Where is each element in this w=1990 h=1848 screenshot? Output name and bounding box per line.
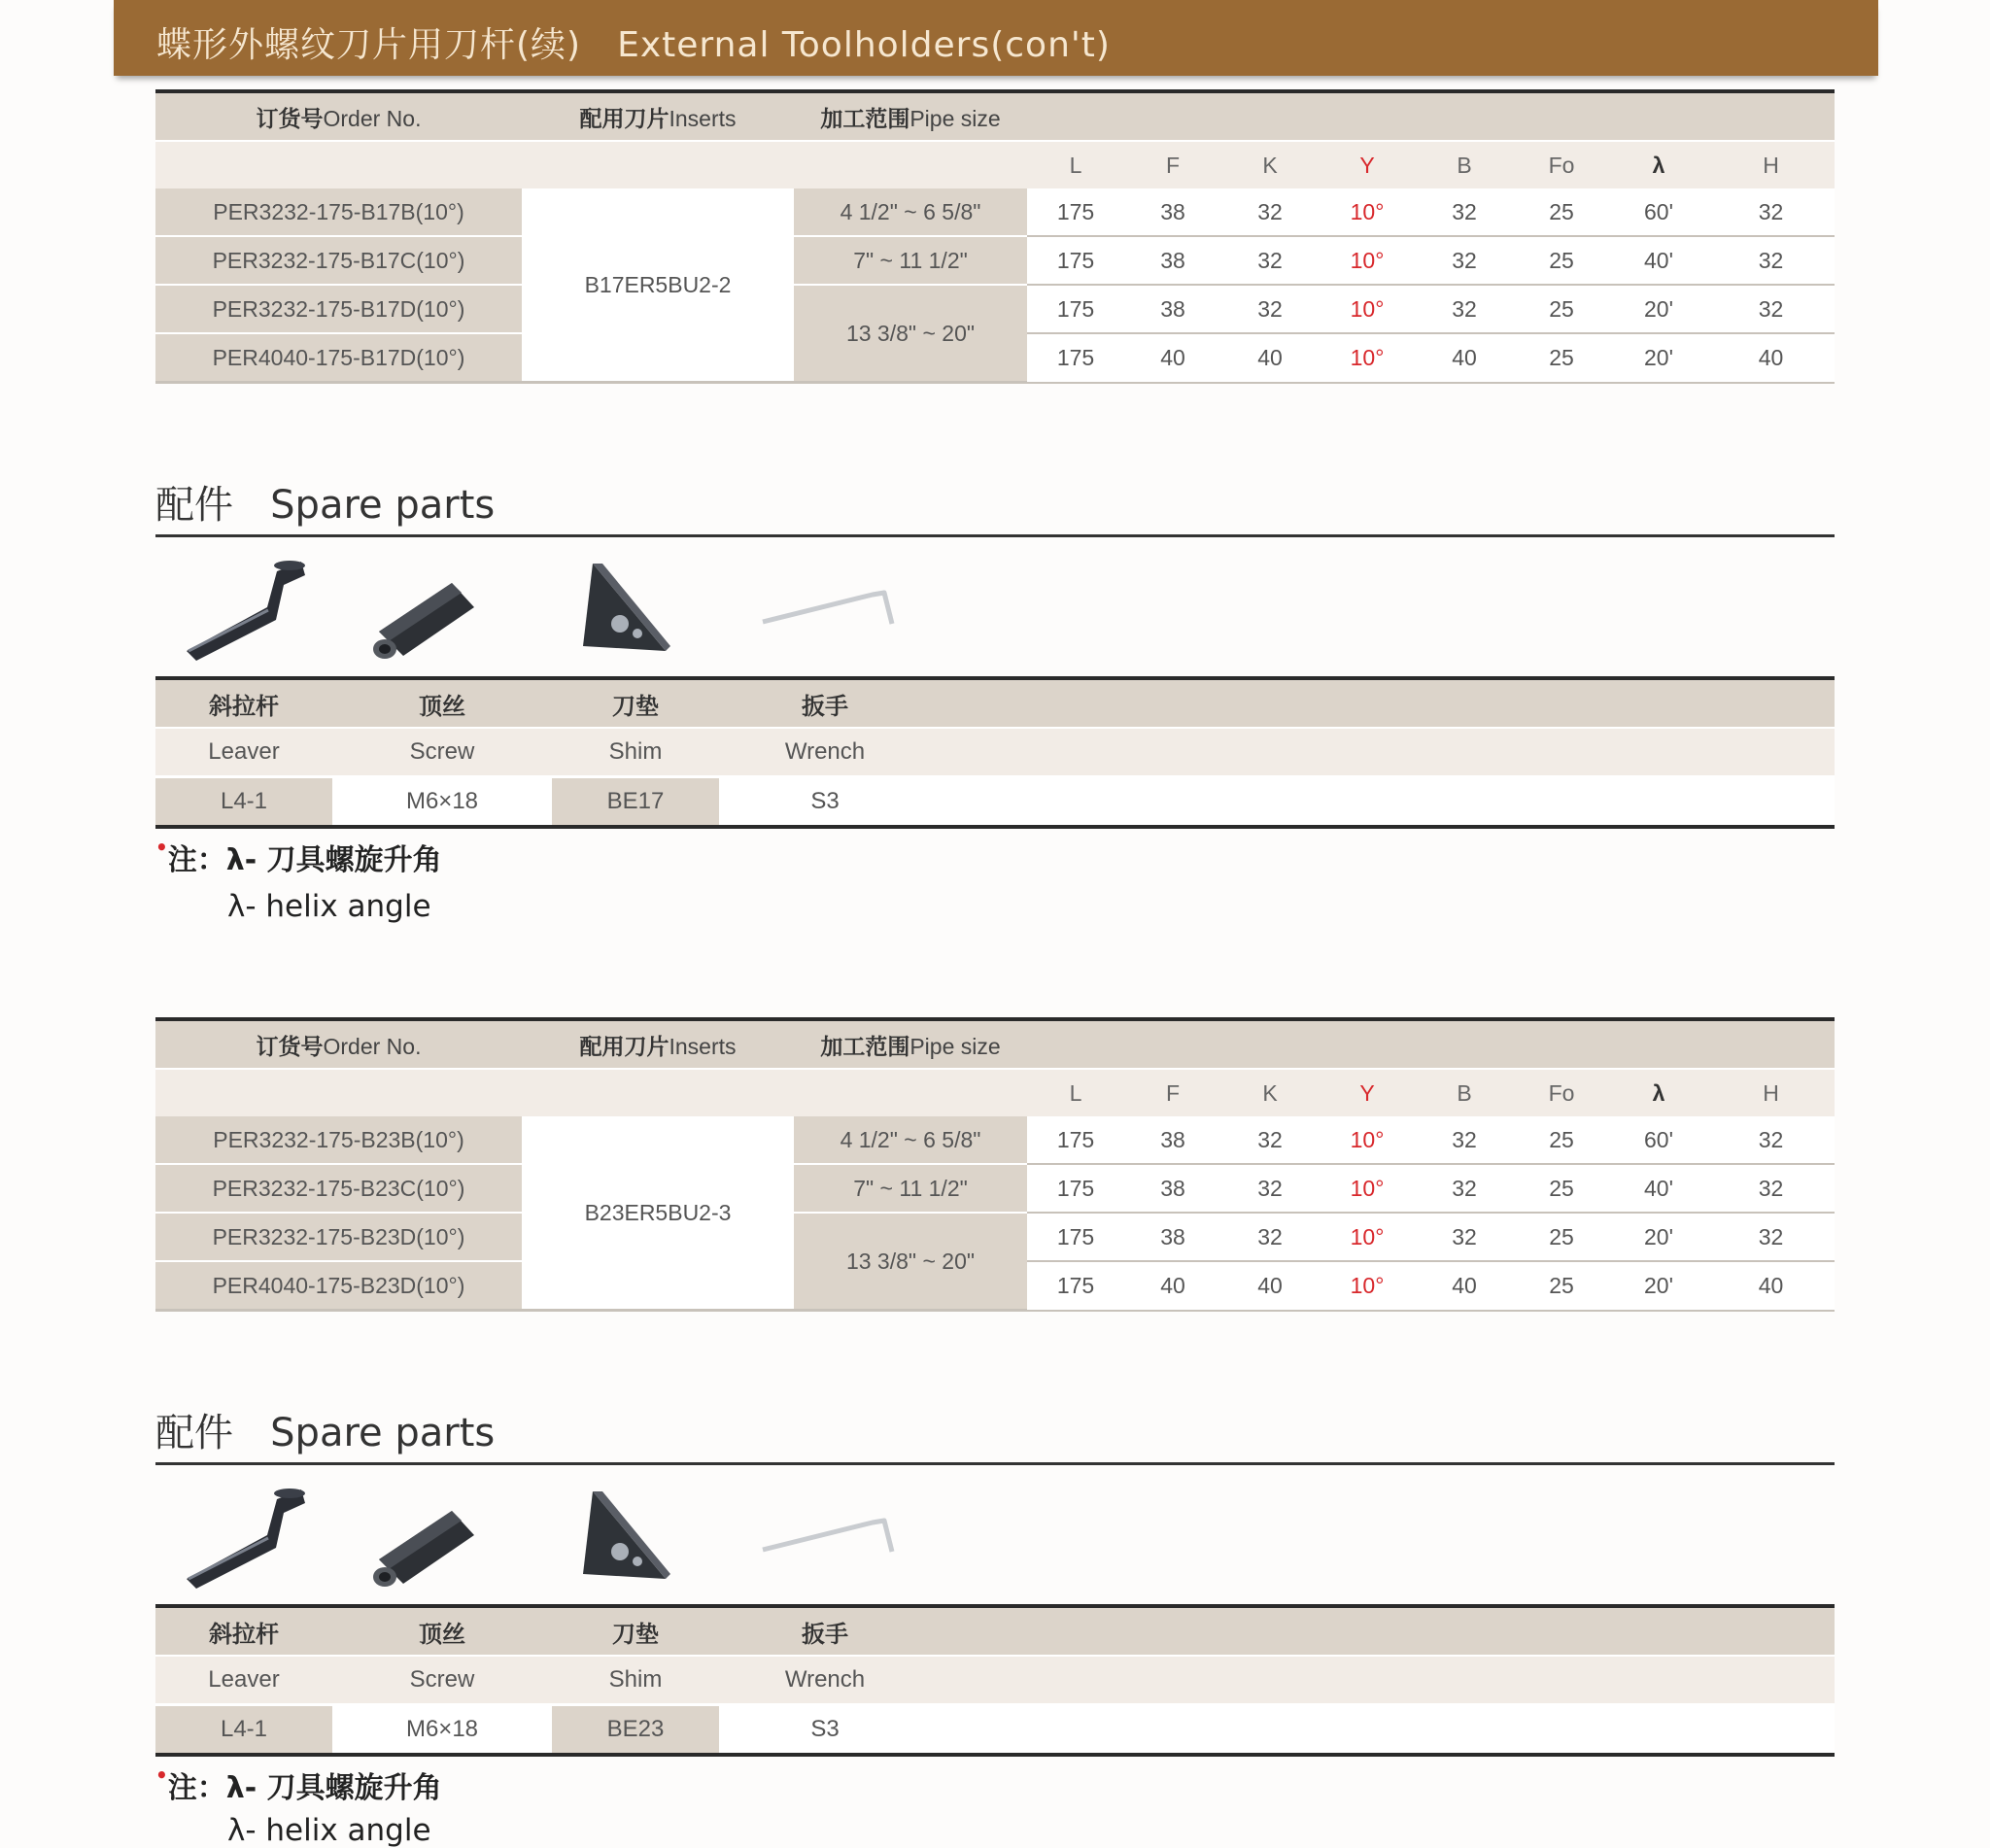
- value-cell: 175: [1027, 1261, 1124, 1311]
- wrench-label-en: Wrench: [719, 1656, 931, 1705]
- pipe-size-cell: 4 1/2" ~ 6 5/8": [794, 1116, 1027, 1164]
- wrench-value: S3: [719, 777, 931, 828]
- value-cell: 175: [1027, 188, 1124, 236]
- value-cell: 40: [1221, 333, 1319, 383]
- value-cell: 32: [1221, 1213, 1319, 1261]
- dim-lambda-header: λ: [1610, 141, 1707, 188]
- value-cell: 25: [1513, 333, 1610, 383]
- inserts-header: 配用刀片Inserts: [522, 1019, 794, 1069]
- value-cell: 38: [1124, 236, 1221, 285]
- value-cell: 25: [1513, 285, 1610, 333]
- value-cell: 32: [1707, 285, 1835, 333]
- order-no-header: 订货号Order No.: [155, 1019, 522, 1069]
- value-cell: 10°: [1319, 1164, 1416, 1213]
- insert-cell: B17ER5BU2-2: [522, 188, 794, 383]
- screw-label-en: Screw: [332, 1656, 552, 1705]
- value-cell: 32: [1416, 236, 1513, 285]
- value-cell: 40: [1416, 333, 1513, 383]
- shim-icon: [573, 1482, 680, 1593]
- spec-table-1: [155, 89, 1835, 384]
- spare-parts-title: 配件 Spare parts: [155, 483, 496, 528]
- order-no-cell: PER3232-175-B17C(10°): [155, 236, 522, 285]
- value-cell: 20': [1610, 333, 1707, 383]
- value-cell: 32: [1416, 1164, 1513, 1213]
- value-cell: 20': [1610, 1261, 1707, 1311]
- divider: [155, 1462, 1835, 1465]
- dim-Fo-header: Fo: [1513, 1069, 1610, 1116]
- title-banner: [114, 0, 1878, 76]
- value-cell: 25: [1513, 1261, 1610, 1311]
- value-cell: 32: [1707, 1164, 1835, 1213]
- value-cell: 40: [1707, 333, 1835, 383]
- page-title: 蝶形外螺纹刀片用刀杆(续) External Toolholders(con't): [156, 25, 1111, 65]
- dim-F-header: F: [1124, 141, 1221, 188]
- order-no-cell: PER3232-175-B23D(10°): [155, 1213, 522, 1261]
- spare-parts-table-2: [155, 1604, 1835, 1757]
- leaver-label-cn: 斜拉杆: [155, 678, 332, 728]
- shim-label-en: Shim: [552, 1656, 719, 1705]
- value-cell: 38: [1124, 1164, 1221, 1213]
- table-row: [155, 285, 1835, 333]
- value-cell: 10°: [1319, 1116, 1416, 1164]
- value-cell: 25: [1513, 188, 1610, 236]
- pipe-size-cell: 7" ~ 11 1/2": [794, 1164, 1027, 1213]
- shim-label-cn: 刀垫: [552, 1606, 719, 1656]
- dim-B-header: B: [1416, 1069, 1513, 1116]
- spare-parts-icons: [155, 554, 933, 680]
- wrench-icon: [758, 1482, 904, 1559]
- dim-H-header: H: [1707, 1069, 1835, 1116]
- value-cell: 38: [1124, 285, 1221, 333]
- value-cell: 40': [1610, 1164, 1707, 1213]
- value-cell: 32: [1416, 1116, 1513, 1164]
- shim-label-cn: 刀垫: [552, 678, 719, 728]
- shim-value: BE23: [552, 1705, 719, 1756]
- value-cell: 40: [1416, 1261, 1513, 1311]
- value-cell: 175: [1027, 1213, 1124, 1261]
- wrench-label-cn: 扳手: [719, 1606, 931, 1656]
- value-cell: 25: [1513, 1116, 1610, 1164]
- table-row: [155, 1164, 1835, 1213]
- screw-label-en: Screw: [332, 728, 552, 777]
- pipe-size-cell: 4 1/2" ~ 6 5/8": [794, 188, 1027, 236]
- dim-L-header: L: [1027, 1069, 1124, 1116]
- inserts-header: 配用刀片Inserts: [522, 91, 794, 141]
- value-cell: 25: [1513, 236, 1610, 285]
- value-cell: 32: [1707, 1116, 1835, 1164]
- leaver-value: L4-1: [155, 777, 332, 828]
- pipe-size-cell: 13 3/8" ~ 20": [794, 1213, 1027, 1311]
- note-en: λ- helix angle: [227, 1813, 431, 1848]
- value-cell: 25: [1513, 1213, 1610, 1261]
- spare-parts-table-1: [155, 676, 1835, 829]
- dim-K-header: K: [1221, 141, 1319, 188]
- insert-cell: B23ER5BU2-3: [522, 1116, 794, 1311]
- dim-lambda-header: λ: [1610, 1069, 1707, 1116]
- pipe-size-cell: 13 3/8" ~ 20": [794, 285, 1027, 383]
- leaver-value: L4-1: [155, 1705, 332, 1756]
- order-no-cell: PER4040-175-B23D(10°): [155, 1261, 522, 1311]
- value-cell: 60': [1610, 1116, 1707, 1164]
- value-cell: 60': [1610, 188, 1707, 236]
- value-cell: 10°: [1319, 236, 1416, 285]
- dim-Fo-header: Fo: [1513, 141, 1610, 188]
- value-cell: 20': [1610, 285, 1707, 333]
- value-cell: 38: [1124, 188, 1221, 236]
- shim-label-en: Shim: [552, 728, 719, 777]
- table-row: [155, 188, 1835, 236]
- value-cell: 175: [1027, 333, 1124, 383]
- value-cell: 32: [1416, 1213, 1513, 1261]
- value-cell: 10°: [1319, 333, 1416, 383]
- screw-icon: [360, 554, 486, 666]
- screw-icon: [360, 1482, 486, 1593]
- divider: [155, 534, 1835, 537]
- value-cell: 175: [1027, 1116, 1124, 1164]
- value-cell: 32: [1221, 285, 1319, 333]
- value-cell: 32: [1707, 188, 1835, 236]
- order-no-cell: PER3232-175-B17B(10°): [155, 188, 522, 236]
- value-cell: 32: [1416, 285, 1513, 333]
- value-cell: 32: [1416, 188, 1513, 236]
- value-cell: 10°: [1319, 188, 1416, 236]
- value-cell: 40: [1124, 333, 1221, 383]
- spare-parts-title: 配件 Spare parts: [155, 1411, 496, 1455]
- pipe-size-header: 加工范围Pipe size: [794, 91, 1027, 141]
- wrench-label-cn: 扳手: [719, 678, 931, 728]
- screw-value: M6×18: [332, 777, 552, 828]
- pipe-size-cell: 7" ~ 11 1/2": [794, 236, 1027, 285]
- value-cell: 10°: [1319, 1213, 1416, 1261]
- order-no-cell: PER3232-175-B23C(10°): [155, 1164, 522, 1213]
- dim-K-header: K: [1221, 1069, 1319, 1116]
- dim-Y-header: Y: [1319, 1069, 1416, 1116]
- table-row: [155, 1116, 1835, 1164]
- value-cell: 20': [1610, 1213, 1707, 1261]
- wrench-icon: [758, 554, 904, 632]
- order-no-cell: PER3232-175-B23B(10°): [155, 1116, 522, 1164]
- screw-value: M6×18: [332, 1705, 552, 1756]
- screw-label-cn: 顶丝: [332, 1606, 552, 1656]
- value-cell: 40': [1610, 236, 1707, 285]
- dim-H-header: H: [1707, 141, 1835, 188]
- lever-icon: [175, 554, 311, 666]
- spare-parts-icons: [155, 1482, 933, 1608]
- value-cell: 10°: [1319, 1261, 1416, 1311]
- value-cell: 175: [1027, 1164, 1124, 1213]
- leaver-label-en: Leaver: [155, 728, 332, 777]
- pipe-size-header: 加工范围Pipe size: [794, 1019, 1027, 1069]
- value-cell: 32: [1707, 236, 1835, 285]
- dim-F-header: F: [1124, 1069, 1221, 1116]
- value-cell: 175: [1027, 236, 1124, 285]
- value-cell: 32: [1707, 1213, 1835, 1261]
- shim-icon: [573, 554, 680, 666]
- value-cell: 32: [1221, 236, 1319, 285]
- value-cell: 32: [1221, 1116, 1319, 1164]
- wrench-value: S3: [719, 1705, 931, 1756]
- spec-table-2: [155, 1017, 1835, 1312]
- value-cell: 25: [1513, 1164, 1610, 1213]
- table-row: [155, 1213, 1835, 1261]
- wrench-label-en: Wrench: [719, 728, 931, 777]
- value-cell: 40: [1124, 1261, 1221, 1311]
- shim-value: BE17: [552, 777, 719, 828]
- order-no-cell: PER3232-175-B17D(10°): [155, 285, 522, 333]
- value-cell: 32: [1221, 1164, 1319, 1213]
- leaver-label-en: Leaver: [155, 1656, 332, 1705]
- dim-Y-header: Y: [1319, 141, 1416, 188]
- value-cell: 32: [1221, 188, 1319, 236]
- dim-B-header: B: [1416, 141, 1513, 188]
- value-cell: 10°: [1319, 285, 1416, 333]
- note-cn: •注：λ- 刀具螺旋升角: [155, 836, 442, 877]
- value-cell: 40: [1707, 1261, 1835, 1311]
- leaver-label-cn: 斜拉杆: [155, 1606, 332, 1656]
- order-no-header: 订货号Order No.: [155, 91, 522, 141]
- value-cell: 175: [1027, 285, 1124, 333]
- order-no-cell: PER4040-175-B17D(10°): [155, 333, 522, 383]
- lever-icon: [175, 1482, 311, 1593]
- table-row: [155, 236, 1835, 285]
- screw-label-cn: 顶丝: [332, 678, 552, 728]
- value-cell: 38: [1124, 1213, 1221, 1261]
- note-cn: •注：λ- 刀具螺旋升角: [155, 1763, 442, 1805]
- value-cell: 38: [1124, 1116, 1221, 1164]
- value-cell: 40: [1221, 1261, 1319, 1311]
- note-en: λ- helix angle: [227, 889, 431, 924]
- dim-L-header: L: [1027, 141, 1124, 188]
